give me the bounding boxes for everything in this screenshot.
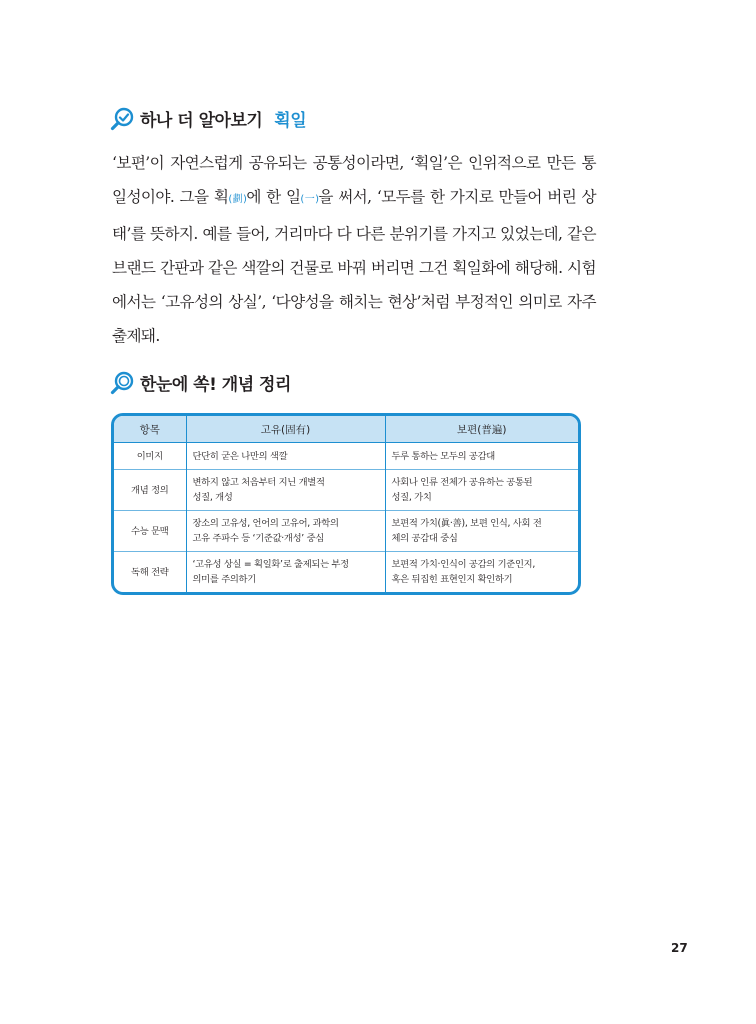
section-keyword: 획일 — [274, 111, 307, 131]
table-cell: 수능 문맥 — [114, 511, 186, 552]
table-row — [114, 552, 578, 592]
table-header-bopyeon: 보편(普遍) — [385, 416, 578, 443]
section-heading-text: 한눈에 쏙! 개념 정리 — [140, 375, 291, 395]
magnifier-icon — [110, 371, 134, 395]
table-cell: 독해 전략 — [114, 552, 186, 592]
section-heading-summary — [110, 370, 291, 395]
explanation-paragraph — [112, 146, 596, 353]
table-cell: 변하지 않고 처음부터 지닌 개별적 성질, 개성 — [186, 470, 385, 511]
concept-table — [111, 413, 581, 595]
table-cell: ‘고유성 상실 = 획일화’로 출제되는 부정 의미를 주의하기 — [186, 552, 385, 592]
table-cell: 보편적 가치(眞·善), 보편 인식, 사회 전 체의 공감대 중심 — [385, 511, 578, 552]
table-cell: 사회나 인류 전체가 공유하는 공통된 성질, 가치 — [385, 470, 578, 511]
table-header-item: 항목 — [114, 416, 186, 443]
paragraph-text: ‘보편’이 자연스럽게 공유되는 공통성이라면, ‘획일’은 인위적으로 만든 통일성이야. 그을 획 — [112, 154, 596, 206]
hanja-annotation: (劃) — [228, 194, 247, 205]
table-cell: 보편적 가치·인식이 공감의 기준인지, 혹은 뒤집힌 표현인지 확인하기 — [385, 552, 578, 592]
paragraph-text: 에 한 일 — [246, 188, 301, 206]
magnifier-check-icon — [110, 107, 134, 131]
table-header-goyu: 고유(固有) — [186, 416, 385, 443]
table-row — [114, 470, 578, 511]
table-header-row — [114, 416, 578, 443]
section-heading-text: 하나 더 알아보기 — [140, 111, 263, 131]
hanja-annotation: (一) — [300, 194, 319, 205]
table-cell: 이미지 — [136, 450, 163, 462]
table-cell: 장소의 고유성, 언어의 고유어, 과학의 고유 주파수 등 ‘기준값·개성’ 중심 — [186, 511, 385, 552]
section-heading-more-info — [110, 106, 306, 131]
table-row — [114, 511, 578, 552]
table-cell: 개념 정의 — [114, 470, 186, 511]
table-row — [114, 443, 578, 470]
table-cell: 단단히 굳은 나만의 색깔 — [186, 443, 385, 470]
paragraph-text: 을 써서, ‘모두를 한 가지로 만들어 버린 상태’를 뜻하지. 예를 들어, 거리마다 다 다른 분위기를 가지고 있었는데, 같은 브랜드 간판과 같은 색깔의 건물로 바꿔 버리면 그건 획일화에 해당해. 시험에서는 ‘고유성의 상실’, ‘다양성을 해치는 현상’처럼 부정적인 의미로 자주 출제돼. — [112, 188, 596, 345]
page-number: 27 — [671, 941, 688, 955]
table-cell: 두루 통하는 모두의 공감대 — [385, 443, 578, 470]
